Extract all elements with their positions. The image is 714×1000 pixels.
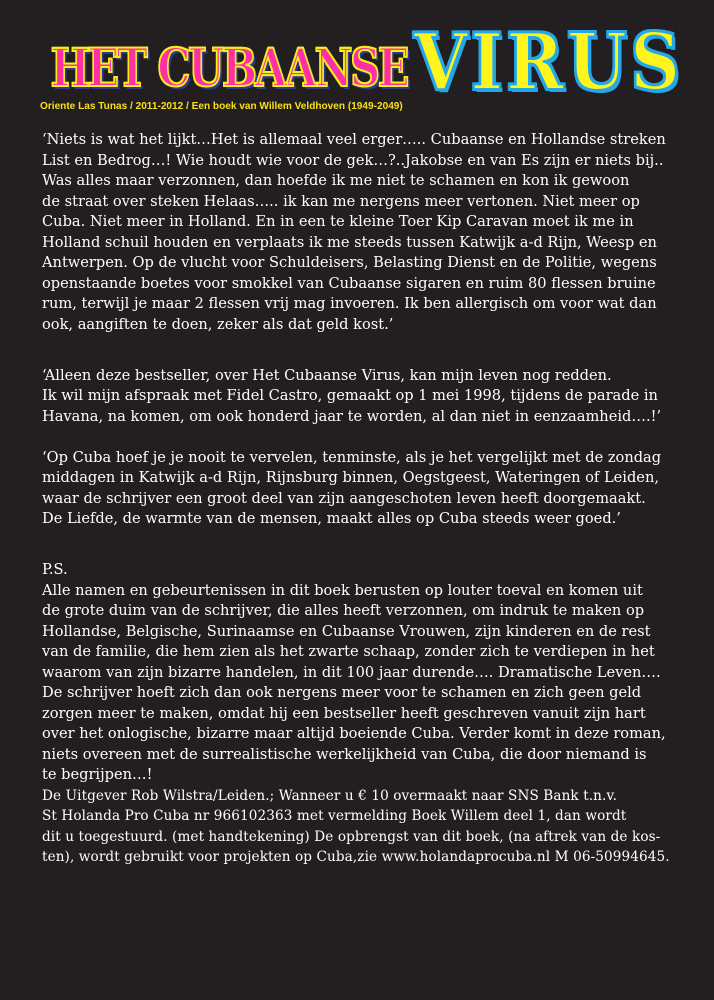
text-line: waarom van zijn bizarre handelen, in dit 100 jaar durende…. Dramatische Leven….: [42, 663, 661, 681]
subtitle-author-line: Oriente Las Tunas / 2011-2012 / Een boek van Willem Veldhoven (1949-2049): [40, 100, 403, 112]
paragraph-gap: [42, 550, 682, 560]
text-line: te begrijpen…!: [42, 766, 153, 783]
text-line: Cuba. Niet meer in Holland. En in een te kleine Toer Kip Caravan moet ik me in: [42, 213, 634, 230]
paragraph-bestseller-quote: [42, 366, 682, 428]
text-line: P.S.: [42, 561, 68, 578]
text-line: Was alles maar verzonnen, dan hoefde ik me niet te schamen en kon ik gewoon: [42, 172, 630, 189]
paragraph-postscript: [42, 560, 682, 786]
paragraph-gap: [42, 530, 682, 551]
text-line: St Holanda Pro Cuba nr 966102363 met vermelding Boek Willem deel 1, dan wordt: [42, 808, 627, 824]
paragraph-publisher-info: [42, 786, 682, 868]
text-line: De Liefde, de warmte van de mensen, maakt alles op Cuba steeds weer goed.’: [42, 510, 621, 527]
text-line: List en Bedrog…! Wie houdt wie voor de gek…?..Jakobse en van Es zijn er niets bij..: [42, 151, 664, 169]
text-line: openstaande boetes voor smokkel van Cubaanse sigaren en ruim 80 flessen bruine: [42, 274, 656, 292]
text-line: van de familie, die hem zien als het zwarte schaap, zonder zich te verdiepen in het: [42, 643, 655, 660]
text-line: Ik wil mijn afspraak met Fidel Castro, gemaakt op 1 mei 1998, tijdens de parade in: [42, 387, 658, 404]
text-line: Alle namen en gebeurtenissen in dit boek berusten op louter toeval en komen uit: [42, 581, 643, 599]
paragraph-intro-quote: [42, 130, 682, 335]
text-line: ‘Niets is wat het lijkt…Het is allemaal veel erger….. Cubaanse en Hollandse streken: [42, 131, 666, 148]
text-line: Havana, na komen, om ook honderd jaar te worden, al dan niet in eenzaamheid….!’: [42, 407, 662, 425]
text-line: rum, terwijl je maar 2 flessen vrij mag invoeren. Ik ben allergisch om voor wat dan: [42, 295, 657, 312]
text-line: niets overeen met de surrealistische werkelijkheid van Cuba, die door niemand is: [42, 745, 647, 763]
text-line: De Uitgever Rob Wilstra/Leiden.; Wanneer u € 10 overmaakt naar SNS Bank t.n.v.: [42, 787, 618, 804]
text-line: middagen in Katwijk a-d Rijn, Rijnsburg binnen, Oegstgeest, Wateringen of Leiden,: [42, 469, 659, 486]
text-line: dit u toegestuurd. (met handtekening) De opbrengst van dit boek, (na aftrek van de kos-: [42, 828, 661, 845]
text-line: Hollandse, Belgische, Surinaamse en Cubaanse Vrouwen, zijn kinderen en de rest: [42, 622, 651, 640]
text-line: ook, aangiften te doen, zeker als dat geld kost.’: [42, 315, 394, 333]
title-het-cubaanse: HET CUBAANSE: [50, 38, 408, 99]
text-line: ‘Alleen deze bestseller, over Het Cubaanse Virus, kan mijn leven nog redden.: [42, 366, 612, 384]
text-line: De schrijver hoeft zich dan ook nergens meer voor te schamen en zich geen geld: [42, 684, 642, 701]
text-line: de grote duim van de schrijver, die alles heeft verzonnen, om indruk te maken op: [42, 602, 645, 619]
title-virus: VIRUS: [414, 17, 684, 108]
text-line: Antwerpen. Op de vlucht voor Schuldeisers, Belasting Dienst en de Politie, wegens: [42, 254, 657, 271]
paragraph-gap: [42, 335, 682, 356]
paragraph-gap: [42, 356, 682, 366]
text-line: over het onlogische, bizarre maar altijd boeiende Cuba. Verder komt in deze roman,: [42, 725, 666, 742]
text-line: de straat over steken Helaas….. ik kan me nergens meer vertonen. Niet meer op: [42, 192, 640, 210]
text-line: waar de schrijver een groot deel van zijn aangeschoten leven heeft doorgemaakt.: [42, 489, 646, 507]
text-line: zorgen meer te maken, omdat hij een bestseller heeft geschreven vanuit zijn hart: [42, 704, 646, 722]
text-line: ten), wordt gebruikt voor projekten op Cuba,zie www.holandaprocuba.nl M 06-50994645.: [42, 849, 670, 865]
flyer-body-text: [42, 130, 682, 868]
paragraph-cuba-quote: [42, 448, 682, 530]
text-line: Holland schuil houden en verplaats ik me steeds tussen Katwijk a-d Rijn, Weesp en: [42, 233, 657, 251]
text-line: ‘Op Cuba hoef je je nooit te vervelen, tenminste, als je het vergelijkt met de zondag: [42, 448, 662, 466]
paragraph-gap: [42, 427, 682, 448]
